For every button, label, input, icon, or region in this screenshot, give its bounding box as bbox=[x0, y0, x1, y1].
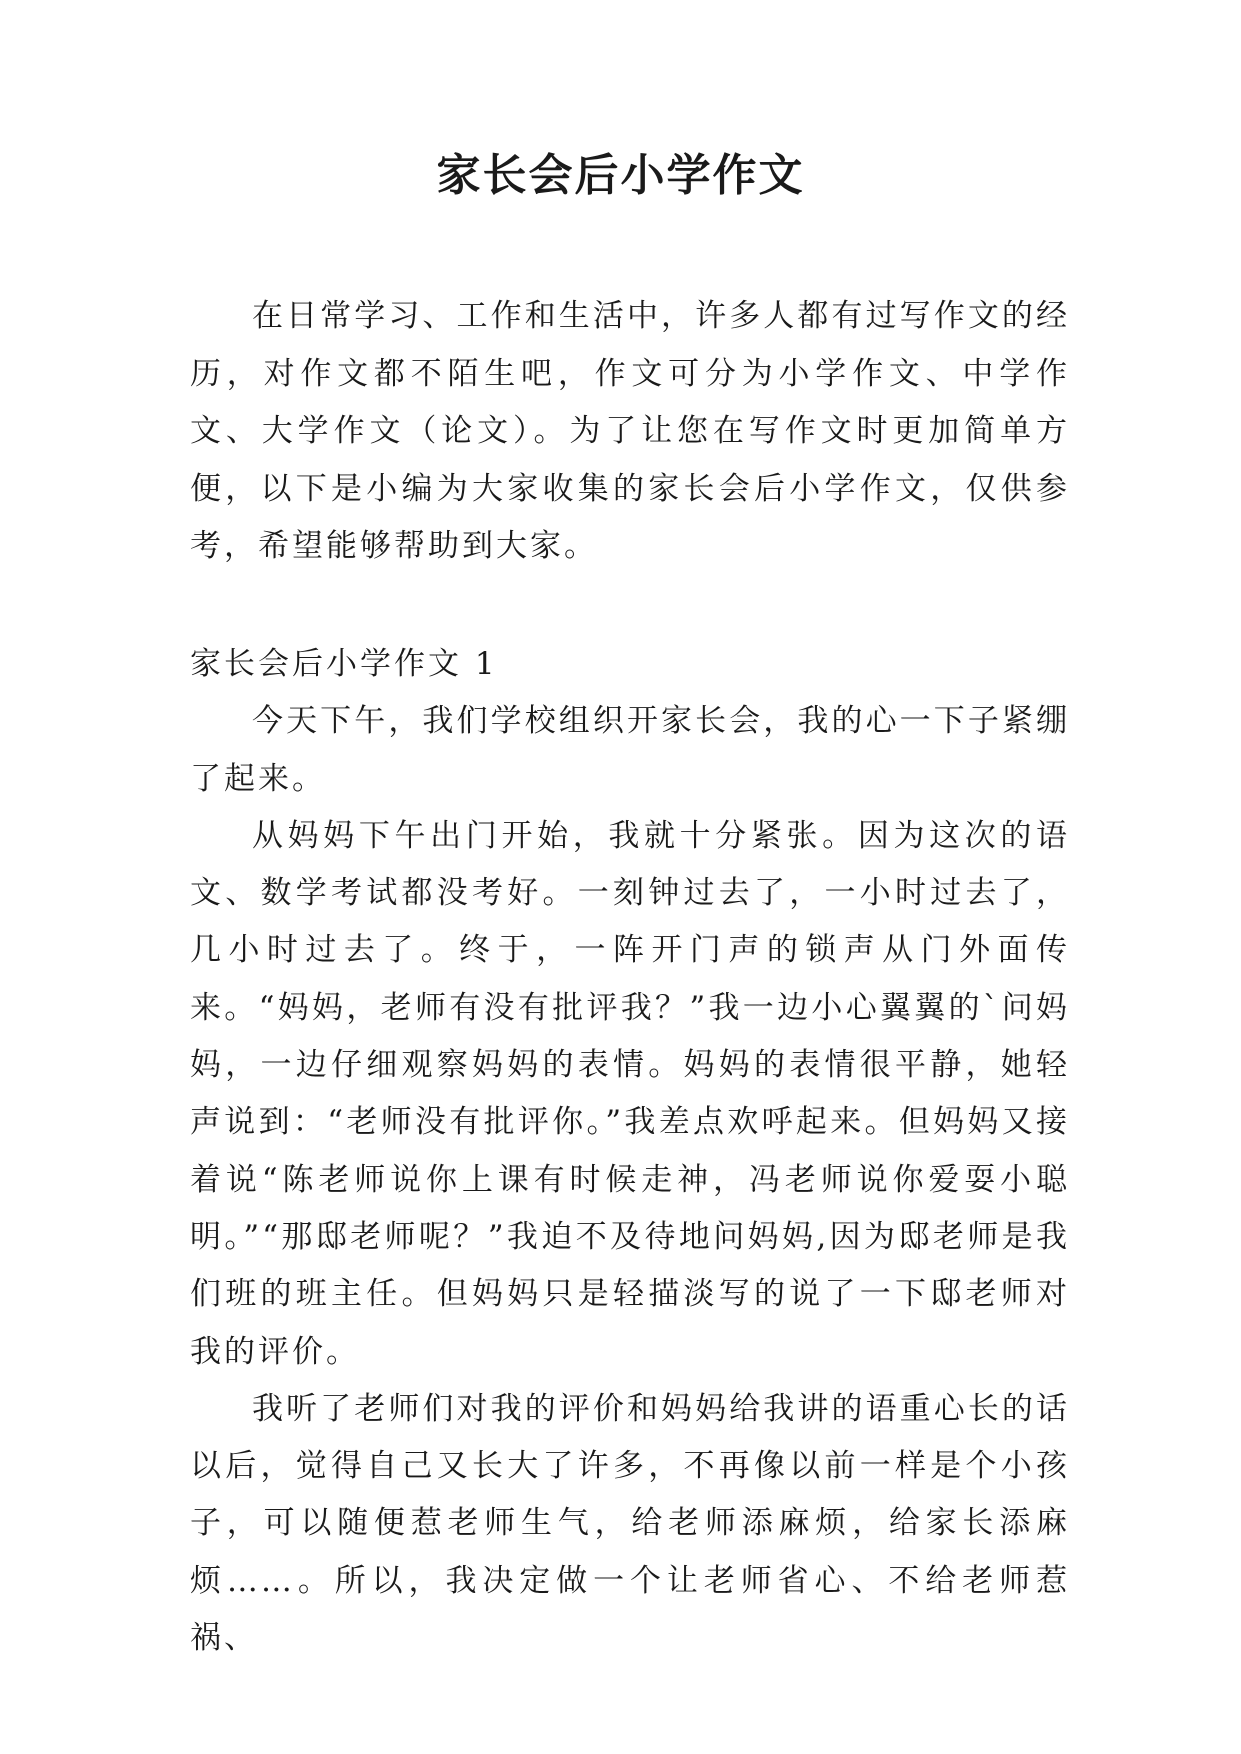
intro-section bbox=[190, 288, 1070, 576]
body-paragraph-1: 今天下午，我们学校组织开家长会，我的心一下子紧绷了起来。 bbox=[190, 703, 1070, 797]
essay-section bbox=[190, 636, 1070, 1667]
body-paragraph-3: 我听了老师们对我的评价和妈妈给我讲的语重心长的话以后，觉得自己又长大了许多，不再像以前一样是个小孩子，可以随便惹老师生气，给老师添麻烦，给家长添麻烦……。所以，我决定做一个让老师省心、不给老师惹祸、 bbox=[190, 1390, 1070, 1657]
body-paragraph-2: 从妈妈下午出门开始，我就十分紧张。因为这次的语文、数学考试都没考好。一刻钟过去了，一小时过去了，几小时过去了。终于，一阵开门声的锁声从门外面传来。“妈妈，老师有没有批评我？”我一边小心翼翼的`问妈妈，一边仔细观察妈妈的表情。妈妈的表情很平静，她轻声说到：“老师没有批评你。”我差点欢呼起来。但妈妈又接着说“陈老师说你上课有时候走神，冯老师说你爱耍小聪明。”“那邸老师呢？”我迫不及待地问妈妈,因为邸老师是我们班的班主任。但妈妈只是轻描淡写的说了一下邸老师对我的评价。 bbox=[190, 817, 1070, 1370]
section-heading: 家长会后小学作文 1 bbox=[190, 646, 498, 682]
intro-paragraph: 在日常学习、工作和生活中，许多人都有过写作文的经历，对作文都不陌生吧，作文可分为小学作文、中学作文、大学作文（论文）。为了让您在写作文时更加简单方便，以下是小编为大家收集的家长会后小学作文，仅供参考，希望能够帮助到大家。 bbox=[190, 298, 1070, 564]
page-title: 家长会后小学作文 bbox=[436, 150, 805, 201]
